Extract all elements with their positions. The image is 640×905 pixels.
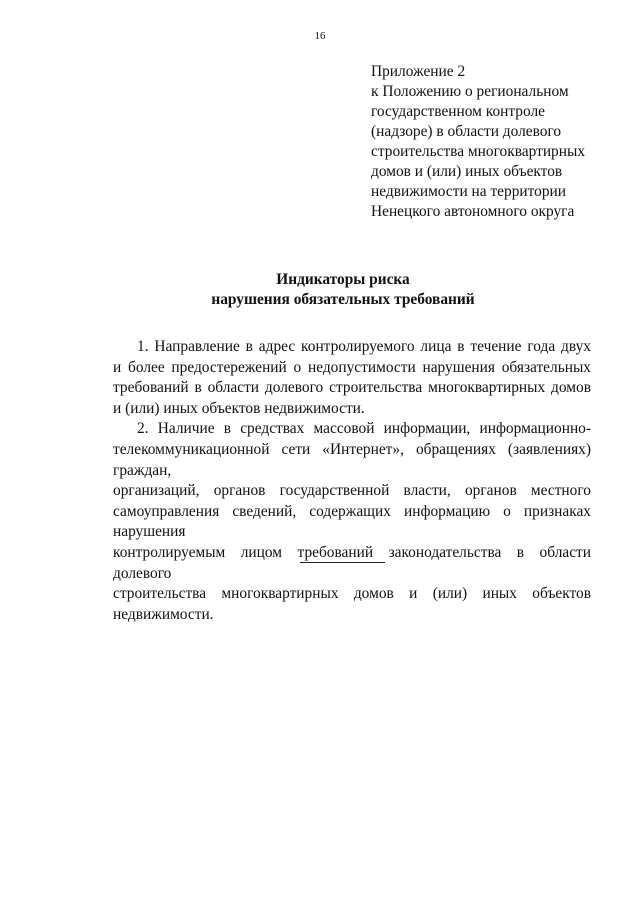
paragraph-line: строительства многоквартирных домов и (или) иных объектов недвижимости. xyxy=(113,585,591,623)
title-line-2: нарушения обязательных требований xyxy=(211,291,475,308)
title-line-1: Индикаторы риска xyxy=(276,271,410,288)
paragraph-line: телекоммуникационной сети «Интернет», обращениях (заявлениях) граждан, xyxy=(113,440,591,479)
paragraph-line: 1. Направление в адрес контролируемого лица в течение года двух xyxy=(137,338,591,355)
appendix-line: строительства многоквартирных xyxy=(371,143,586,160)
paragraph-1 xyxy=(113,337,591,419)
paragraph-line: самоуправления сведений, содержащих информацию о признаках нарушения xyxy=(113,502,591,541)
page-number: 16 xyxy=(314,30,326,42)
appendix-header xyxy=(371,62,611,222)
paragraph-line: требований в области долевого строительства многоквартирных домов xyxy=(113,379,591,397)
paragraph-line: контролируемым лицом требований законодательства в области долевого xyxy=(113,543,591,582)
appendix-line: домов и (или) иных объектов xyxy=(371,163,563,180)
appendix-line: государственном контроле xyxy=(371,103,545,120)
paragraph-line: 2. Наличие в средствах массовой информации, информационно- xyxy=(137,420,591,438)
document-title xyxy=(0,270,640,310)
end-of-document-rule xyxy=(300,562,385,563)
appendix-line: (надзоре) в области долевого xyxy=(371,123,562,140)
appendix-line: недвижимости на территории xyxy=(371,183,567,200)
paragraph-line: и (или) иных объектов недвижимости. xyxy=(113,399,365,417)
paragraph-line: и более предостережений о недопустимости нарушения обязательных xyxy=(113,358,591,376)
appendix-line: Приложение 2 xyxy=(371,63,466,80)
appendix-line: Ненецкого автономного округа xyxy=(371,203,575,220)
paragraph-2 xyxy=(113,419,591,625)
document-body xyxy=(113,337,591,625)
appendix-line: к Положению о региональном xyxy=(371,83,569,100)
paragraph-line: организаций, органов государственной власти, органов местного xyxy=(113,482,591,500)
